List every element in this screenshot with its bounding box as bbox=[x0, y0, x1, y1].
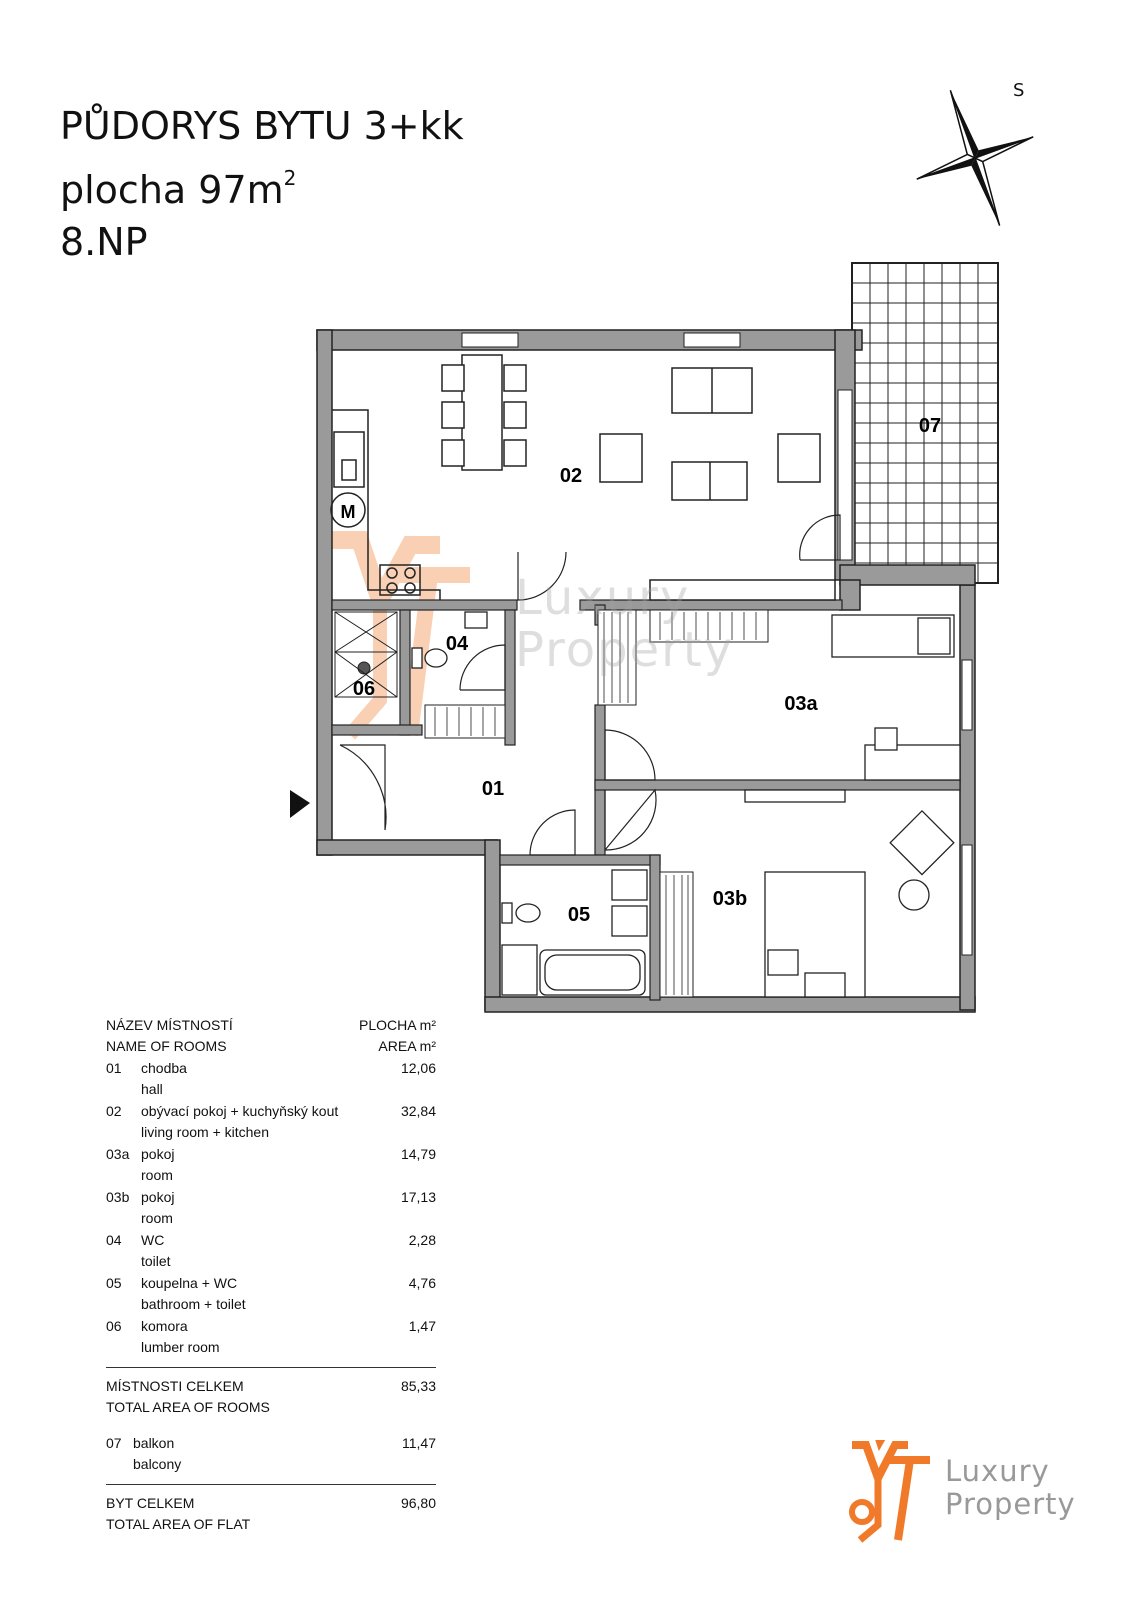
room-label-07: 07 bbox=[918, 415, 942, 437]
logo-text: Luxury Property bbox=[945, 1454, 1076, 1521]
room-area-table bbox=[106, 1015, 436, 1536]
table-row: 03a pokoj room 14,79 bbox=[106, 1146, 436, 1183]
table-row: 02 obývací pokoj + kuchyňský kout living room + kitchen 32,84 bbox=[106, 1103, 436, 1140]
title-area: plocha $97m^2$ bbox=[60, 166, 297, 212]
table-row: 01 chodba hall 12,06 bbox=[106, 1060, 436, 1097]
entrance-arrow-icon bbox=[290, 790, 310, 818]
flat-total-row: BYT CELKEM TOTAL AREA OF FLAT 96,80 bbox=[106, 1495, 436, 1532]
room-label-05: 05 bbox=[567, 904, 591, 926]
living-furniture bbox=[600, 368, 835, 600]
divider bbox=[106, 1484, 436, 1485]
compass-rose-icon bbox=[910, 80, 1040, 230]
room-label-02: 02 bbox=[559, 465, 583, 487]
meter-label: M bbox=[340, 502, 356, 522]
table-row: 03b pokoj room 17,13 bbox=[106, 1189, 436, 1226]
title-layout: PŮDORYS BYTU 3+kk bbox=[60, 104, 464, 148]
dining-set bbox=[442, 355, 526, 470]
room-label-04: 04 bbox=[445, 633, 469, 655]
table-row: 04 WC toilet 2,28 bbox=[106, 1232, 436, 1269]
room-label-06: 06 bbox=[352, 678, 376, 700]
divider bbox=[106, 1367, 436, 1368]
compass-label: S bbox=[1013, 80, 1025, 101]
table-row: 05 koupelna + WC bathroom + toilet 4,76 bbox=[106, 1275, 436, 1312]
room-label-03b: 03b bbox=[712, 888, 748, 910]
room-label-01: 01 bbox=[481, 778, 505, 800]
title-floor: 8.NP bbox=[60, 220, 148, 264]
watermark-text: Luxury Property bbox=[515, 570, 735, 678]
room-03a-furniture bbox=[832, 615, 960, 780]
room-03b-furniture bbox=[745, 790, 954, 997]
balcony-row: 07 balkon balcony 11,47 bbox=[106, 1435, 436, 1472]
plan-title bbox=[60, 100, 464, 268]
room-label-03a: 03a bbox=[784, 693, 818, 715]
rooms-total-row: MÍSTNOSTI CELKEM TOTAL AREA OF ROOMS 85,33 bbox=[106, 1378, 436, 1415]
table-row: 06 komora lumber room 1,47 bbox=[106, 1318, 436, 1355]
table-header: NÁZEV MÍSTNOSTÍ NAME OF ROOMS PLOCHA m² AREA m² bbox=[106, 1017, 436, 1054]
bathroom-fixtures bbox=[502, 870, 647, 995]
